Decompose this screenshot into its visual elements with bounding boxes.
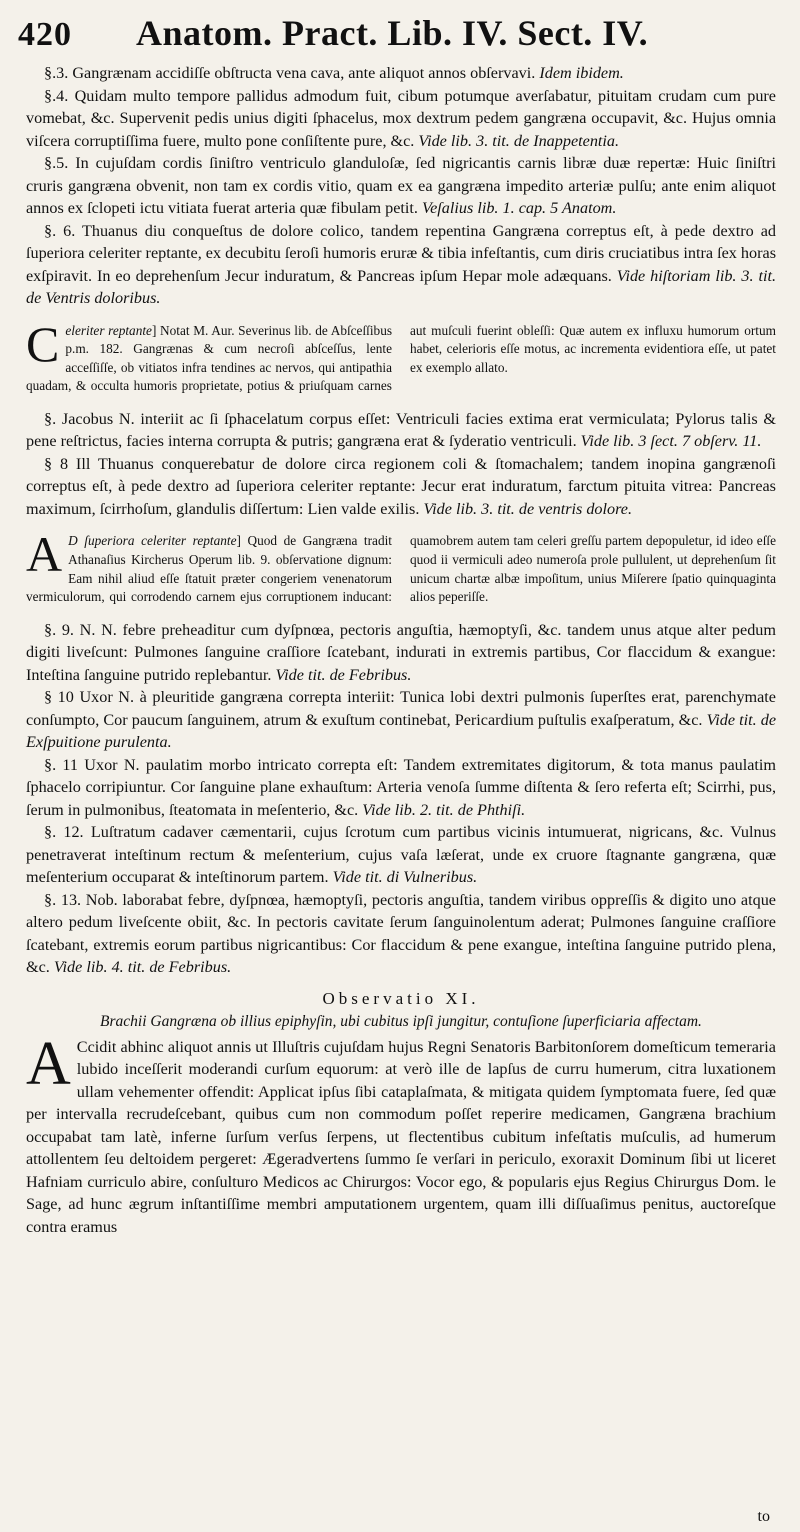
- paragraph-ref: Vide lib. 2. tit. de Phthiſi.: [362, 800, 526, 819]
- observation-text: Ccidit abhinc aliquot annis ut Illuſtris cujuſdam hujus Regni Senatoris Barbitonſorem domeſticum temeraria lubido inceſſerit moderandi curſum equorum: at verò ille de lapſus de curru humerum, citra luxationem ullam vehementer offendit: Applicat ipſus ſibi cataplaſmata, & mitigata quidem ſymptomata fuere, ſed quæ per intervalla recrudeſcebant, quibus cum non commodum poſſet reperire medicamen, Gangræna brachium occupabat tam latè, inferne ſurſum verſus ſerpens, ut flectentibus cubitum infeſtatis muſculis, ad humerum attollentem ſeu deltoidem pergeret: Ægeradvertens ſummo ſe verſari in periculo, exoraxit Dominum ſibi ut liceret Hafniam curriculo abire, conſulturo Medicos ac Chirurgos: Vocor ego, & popularis ejus Regius Chirurgus Dom. le Sage, ad hunc ægrum inſtantiſſime membri amputationem urgentem, quam illi diſſuaſimus penitus, auctoreſque contra eramus: [26, 1037, 776, 1236]
- observation-heading: Observatio XI.: [322, 988, 480, 1008]
- scholium-ad-superiora: [26, 526, 776, 606]
- paragraph-12: [26, 821, 776, 889]
- paragraph-ref: Idem ibidem.: [539, 64, 624, 82]
- observation-subtitle: Brachii Gangræna ob illius epiphyſin, ubi cubitus ipſi jungitur, contuſione ſuperficiaria affectam.: [100, 1012, 702, 1030]
- paragraph-ref: Vide lib. 3. tit. de ventris dolore.: [423, 499, 633, 518]
- paragraph-ref: Vide lib. 4. tit. de Febribus.: [53, 958, 232, 977]
- paragraph-ref: Vide lib. 3 ſect. 7 obſerv. 11.: [580, 432, 762, 451]
- paragraph-text: §.3. Gangrænam accidiſſe obſtructa vena cava, ante aliquot annos obſervavi.: [44, 64, 536, 82]
- drop-capital: A: [26, 1029, 71, 1098]
- scholium-text: ] Quod de Gangræna tradit Athanaſius Kircherus Operum lib. 9. obſervatione dignum: Eam nihil aliud eſſe ſtatuit præter congeriem venenatorum vermiculorum, qui corrodendo carnem ejus corruptionem inducant: quamobrem autem tam celeri greſſu partem depopuletur, id ideo eſſe quod ii vermiculi adeo numeroſa prole pullulent, ut deprehenſum ſit unicum chartæ albæ impoſitum, unius Miſerere ſpatio quinquaginta alios peperiſſe.: [26, 533, 776, 605]
- paragraph-11: [26, 754, 776, 822]
- paragraph-text: §. 11 Uxor N. paulatim morbo intricato correpta eſt: Tandem extremitates digitorum, & tota manus paulatim ſphacelo corripiuntur. Cor ſanguine plane exhauſtum: Arteria venoſa ſumme diſtenta & ſero referta eſt; Scirrhi, pus, ſerum in pulmonibus, ſteatomata in meſenterio, &c.: [26, 755, 776, 819]
- catchword: to: [757, 1508, 770, 1525]
- paragraph-13: [26, 889, 776, 979]
- drop-capital: C: [26, 315, 60, 372]
- paragraph-10: [26, 686, 776, 754]
- paragraph-text: § 8 Ill Thuanus conquerebatur de dolore circa regionem coli & ſtomachalem; tandem inopina gangrænoſi correptus eſt, à pede dextro ad ſuperiora celeriter reptante: Jecur erat induratum, farctum pituita vitrea: Pancreas maximum, ſcirrhoſum, glandulis diſſertum: Lien valde exilis.: [26, 454, 776, 518]
- paragraph-7: [26, 408, 776, 453]
- page-number: 420: [18, 16, 72, 53]
- paragraph-9: [26, 619, 776, 687]
- paragraph-5: [26, 152, 776, 220]
- paragraph-text: §. 12. Luſtratum cadaver cæmentarii, cujus ſcrotum cum partibus vicinis intumuerat, nigricans, &c. Vulnus penetraverat inteſtinum rectum & meſenterium, cujus vaſa læſerat, unde ex cruore ſtagnante gangræna, quæ meſenterium occuparat & inteſtinorum partem.: [26, 823, 776, 887]
- scholium-celeriter: [26, 315, 776, 396]
- paragraph-text: §. 9. N. N. febre preheaditur cum dyſpnœa, pectoris anguſtia, hæmoptyſi, &c. tandem unus atque alter pedum digiti liveſcunt: Pulmones ſanguine craſſiore ſcatebant, indurati in extremis partibus, Cor flaccidum & exangue: Inteſtina ſanguine putrido replebantur.: [26, 620, 776, 684]
- paragraph-6: [26, 220, 776, 310]
- observation-section: [26, 989, 776, 1239]
- main-text: [26, 62, 776, 1238]
- paragraph-text: §.5. In cujuſdam cordis ſiniſtro ventriculo glanduloſæ, ſed nigricantis carnis libræ duæ repertæ: Huic ſiniſtri cruris gangræna obvenit, non tam ex cordis vitio, quam ex ea gangræna impedito arteriæ pulſu; ante enim aliquot annos ex ſclopeti ictu vitiata fuerat arteria quæ fibulam petit.: [26, 154, 776, 217]
- running-title: Anatom. Pract. Lib. IV. Sect. IV.: [136, 13, 649, 53]
- paragraph-4: [26, 85, 776, 153]
- paragraph-group-3: [26, 619, 776, 979]
- paragraph-ref: Vide lib. 3. tit. de Inappetentia.: [418, 131, 620, 150]
- paragraph-ref: Vide tit. de Febribus.: [275, 665, 412, 684]
- drop-capital: A: [26, 526, 63, 583]
- scholium-lemma: D ſuperiora celeriter reptante: [68, 533, 237, 549]
- observation-body: [26, 1029, 776, 1239]
- page-header: [18, 12, 782, 60]
- paragraph-group-1: [26, 62, 776, 310]
- paragraph-text: §.4. Quidam multo tempore pallidus admodum fuit, cibum potumque averſabatur, pituitam crudam cum pure vomebat, &c. Supervenit pedis unius digiti ſphacelus, mox dextrum pedem gangræna occupavit, &c. Hujus omnia viſcera corruptiſſima fuere, multo pone conſiſtente pure, &c.: [26, 86, 776, 150]
- paragraph-text: §. Jacobus N. interiit ac ſi ſphacelatum corpus eſſet: Ventriculi facies extima erat vermiculata; Pylorus talis & pene reſtrictus, facies interna corrupta & putris; gangræna erat & ſyderatio ventriculi.: [26, 409, 776, 451]
- paragraph-ref: Vide hiſtoriam lib. 3. tit. de Ventris doloribus.: [26, 266, 776, 307]
- paragraph-ref: Vide tit. di Vulneribus.: [332, 868, 478, 887]
- scholium-text: ] Notat M. Aur. Severinus lib. de Abſceſſibus p.m. 182. Gangrænas & cum necroſi abſceſſus, lente acceſſiſſe, ob vitiatos infra tendines ac nervos, qui antipathia quadam, & occulta humoris proprietate, potius & priuſquam carnes aut muſculi fuerint obleſſi: Quæ autem ex influxu humorum ortum habet, celerioris eſſe motus, ac incrementa evidentiora eſſe, ut patet ex exemplo allato.: [26, 322, 776, 394]
- paragraph-8: [26, 453, 776, 521]
- paragraph-3: [26, 62, 776, 85]
- paragraph-text: §. 13. Nob. laborabat febre, dyſpnœa, hæmoptyſi, pectoris anguſtia, tandem viribus oppreſſis & digito uno atque altero pedum liveſcente obiit, &c. In pectoris cavitate ſerum ſanguinolentum aderat; Pulmones ſanguine craſſiore ſcatebant, extremis eorum partibus nigricantibus: Cor flaccidum & pene exangue, inteſtina ſanguine putrido plena, &c.: [26, 890, 776, 977]
- paragraph-ref: Vide tit. de Exſpuitione purulenta.: [26, 710, 777, 752]
- paragraph-ref: Veſalius lib. 1. cap. 5 Anatom.: [422, 199, 617, 217]
- paragraph-text: § 10 Uxor N. à pleuritide gangræna correpta interiit: Tunica lobi dextri pulmonis ſuperſtes erat, parenchymate conſumpto, Cor paucum ſanguinem, atrum & exuſtum continebat, Pericardium puſtulis exaſperatum, &c.: [26, 688, 776, 729]
- paragraph-text: §. 6. Thuanus diu conqueſtus de dolore colico, tandem repentina Gangræna correptus eſt, à pede dextro ad ſuperiora celeriter reptante, ex decubitu ſeroſi humoris eruræ & tibia infeſtantis, cum diris cruciatibus intra ſex horas exſpiravit. In eo deprehenſum Jecur induratum, & Pancreas ipſum Hepar mole adæquans.: [26, 221, 776, 285]
- scholium-lemma: eleriter reptante: [65, 322, 152, 338]
- paragraph-group-2: [26, 408, 776, 521]
